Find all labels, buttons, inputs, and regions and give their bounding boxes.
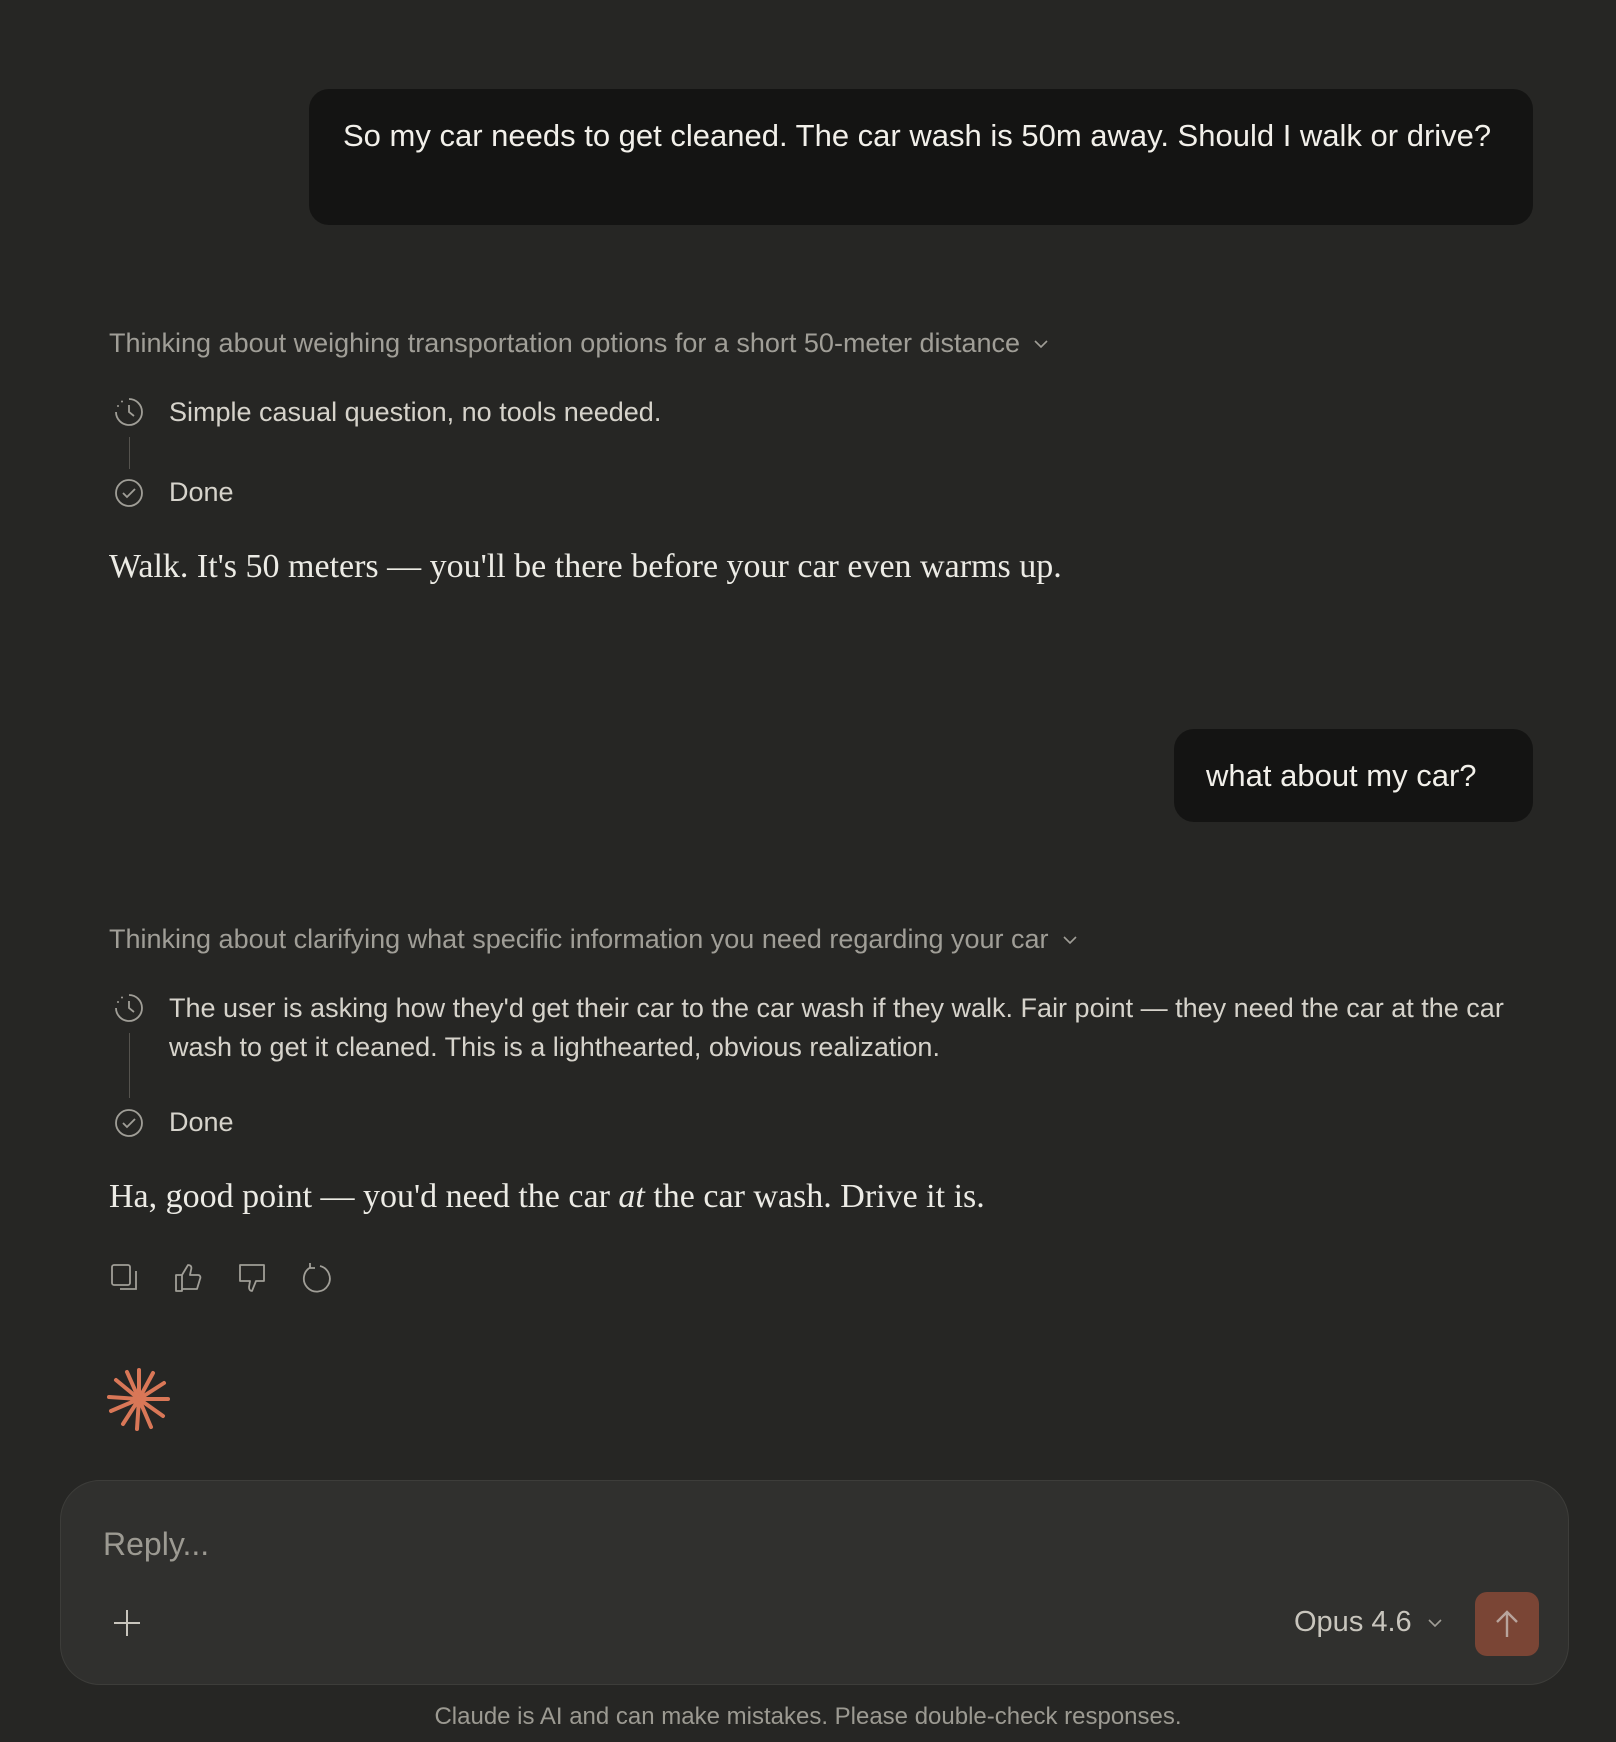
reply-input[interactable]: [103, 1522, 1503, 1566]
arrow-up-icon: [1493, 1609, 1521, 1639]
clock-icon: [113, 396, 145, 428]
disclaimer: Claude is AI and can make mistakes. Please double-check responses.: [434, 1703, 1182, 1730]
assistant-response: Walk. It's 50 meters — you'll be there before your car even warms up.: [109, 548, 1062, 585]
user-message: So my car needs to get cleaned. The car wash is 50m away. Should I walk or drive?: [309, 89, 1533, 225]
thumbs-up-icon[interactable]: [171, 1261, 205, 1295]
assistant-response: [109, 1178, 985, 1216]
copy-icon[interactable]: [108, 1261, 142, 1295]
step-connector: [129, 1033, 130, 1098]
chevron-down-icon: [1061, 931, 1079, 949]
check-circle-icon: [113, 477, 145, 509]
user-message: what about my car?: [1174, 729, 1533, 822]
model-name: Opus 4.6: [1294, 1606, 1412, 1638]
thinking-toggle[interactable]: [109, 328, 1050, 359]
check-circle-icon: [113, 1107, 145, 1139]
response-emphasis: at: [618, 1178, 645, 1215]
response-text: the car wash. Drive it is.: [644, 1178, 985, 1215]
composer: [60, 1480, 1569, 1685]
thumbs-down-icon[interactable]: [235, 1261, 269, 1295]
model-selector[interactable]: [1294, 1606, 1444, 1639]
thinking-title: Thinking about clarifying what specific information you need regarding your car: [109, 924, 1049, 954]
thinking-step: The user is asking how they'd get their car to the car wash if they walk. Fair point — they need the car at the car wash to get it cleaned. This is a lighthearted, obvious realization.: [169, 993, 1504, 1062]
send-button[interactable]: [1475, 1592, 1539, 1656]
step-connector: [129, 437, 130, 469]
response-text: Ha, good point — you'd need the car: [109, 1178, 619, 1215]
done-label: Done: [169, 1107, 234, 1137]
plus-icon[interactable]: [112, 1608, 142, 1638]
thinking-toggle[interactable]: [109, 924, 1079, 955]
thinking-title: Thinking about weighing transportation options for a short 50-meter distance: [109, 328, 1021, 358]
clock-icon: [113, 992, 145, 1024]
chevron-down-icon: [1032, 335, 1050, 353]
claude-spark-icon: [106, 1366, 172, 1432]
done-label: Done: [169, 477, 234, 507]
retry-icon[interactable]: [300, 1261, 334, 1295]
chevron-down-icon: [1426, 1614, 1444, 1632]
thinking-step: Simple casual question, no tools needed.: [169, 397, 662, 427]
